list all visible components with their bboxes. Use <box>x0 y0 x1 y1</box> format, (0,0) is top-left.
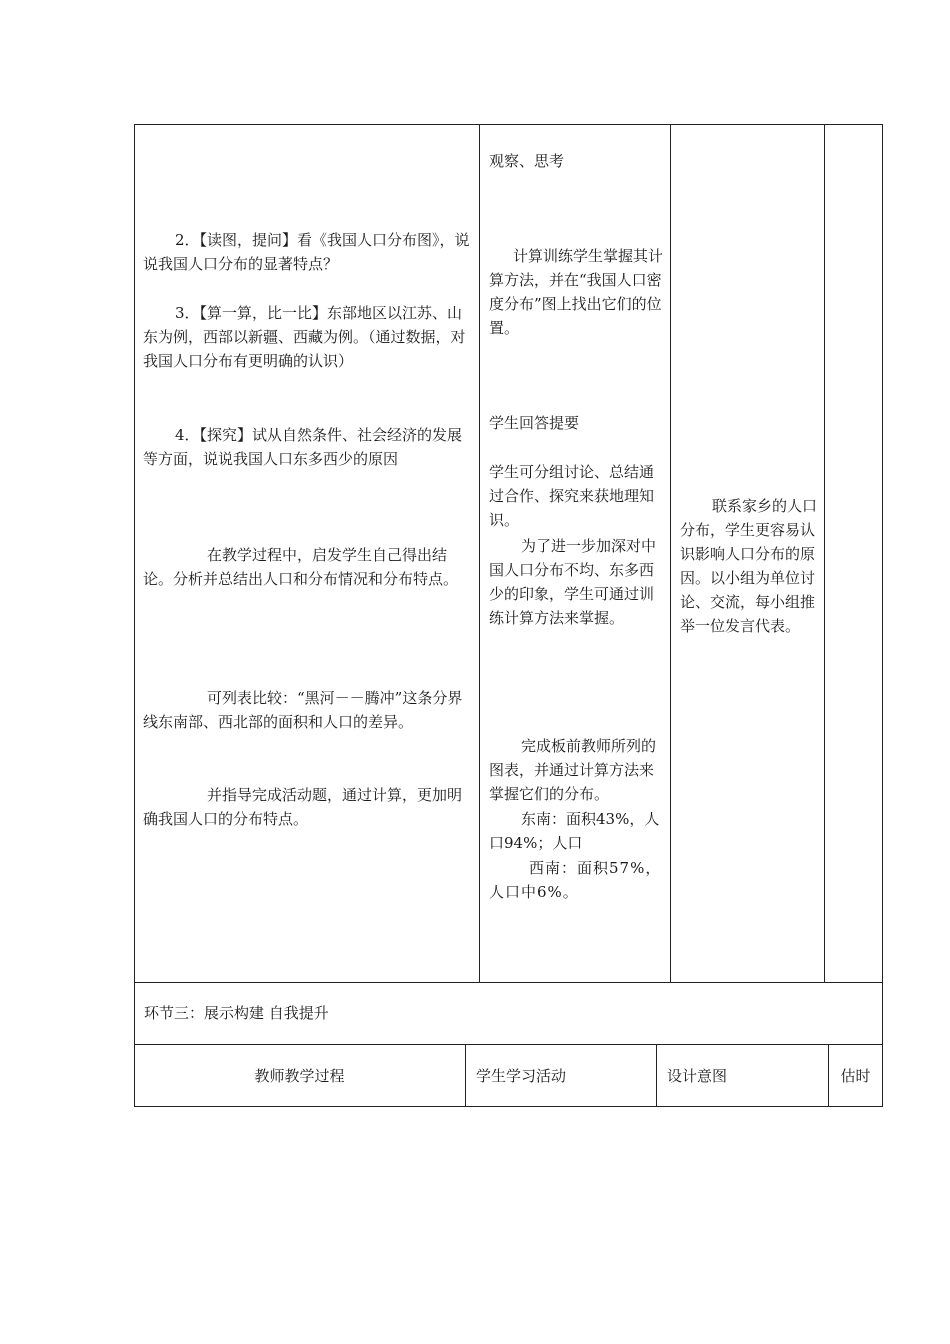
student-answer-summary: 学生回答提要 <box>489 414 580 432</box>
header-teacher-process: 教师教学过程 <box>254 1067 345 1085</box>
teacher-item-4: 4．【探究】试从自然条件、社会经济的发展等方面，说说我国人口东多西少的原因 <box>143 426 463 468</box>
header-design-intent: 设计意图 <box>667 1067 728 1085</box>
upper-divider-3 <box>824 124 825 983</box>
student-complete-chart: 完成板前教师所列的图表，并通过计算方法来掌握它们的分布。 <box>489 737 657 803</box>
upper-divider-2 <box>670 124 671 983</box>
teacher-note-3: 并指导完成活动题，通过计算，更加明确我国人口的分布特点。 <box>143 786 463 828</box>
student-southwest-stats: 西南：面积57%，人口中6%。 <box>489 859 662 901</box>
teacher-item-3: 3．【算一算，比一比】东部地区以江苏、山东为例，西部以新疆、西藏为例。（通过数据，对我国人口分布有更明确的认识） <box>143 304 466 370</box>
header-divider-2 <box>656 1044 657 1107</box>
teacher-note-2: 可列表比较：“黑河－－腾冲”这条分界线东南部、西北部的面积和人口的差异。 <box>143 689 463 731</box>
student-deepen: 为了进一步加深对中国人口分布不均、东多西少的印象，学生可通过训练计算方法来掌握。 <box>489 537 657 627</box>
student-group-discussion: 学生可分组讨论、总结通过合作、探究来获地理知识。 <box>489 463 655 529</box>
teacher-note-1: 在教学过程中，启发学生自己得出结论。分析并总结出人口和分布情况和分布特点。 <box>143 546 459 588</box>
upper-divider-1 <box>479 124 480 983</box>
header-divider-1 <box>465 1044 466 1107</box>
student-calc-training: 计算训练学生掌握其计算方法，并在“我国人口密度分布”图上找出它们的位置。 <box>489 247 664 337</box>
teacher-item-2: 2．【读图，提问】看《我国人口分布图》，说说我国人口分布的显著特点？ <box>143 231 470 273</box>
student-southeast-stats: 东南：面积43%，人口94%；人口 <box>489 810 660 852</box>
header-time-estimate: 估时 <box>840 1067 871 1085</box>
student-observe: 观察、思考 <box>489 152 565 170</box>
header-student-activity: 学生学习活动 <box>476 1067 567 1085</box>
design-intent-text: 联系家乡的人口分布，学生更容易认识影响人口分布的原因。以小组为单位讨论、交流，每小组推举一位发言代表。 <box>680 497 818 635</box>
section-title: 环节三：展示构建 自我提升 <box>144 1004 329 1022</box>
